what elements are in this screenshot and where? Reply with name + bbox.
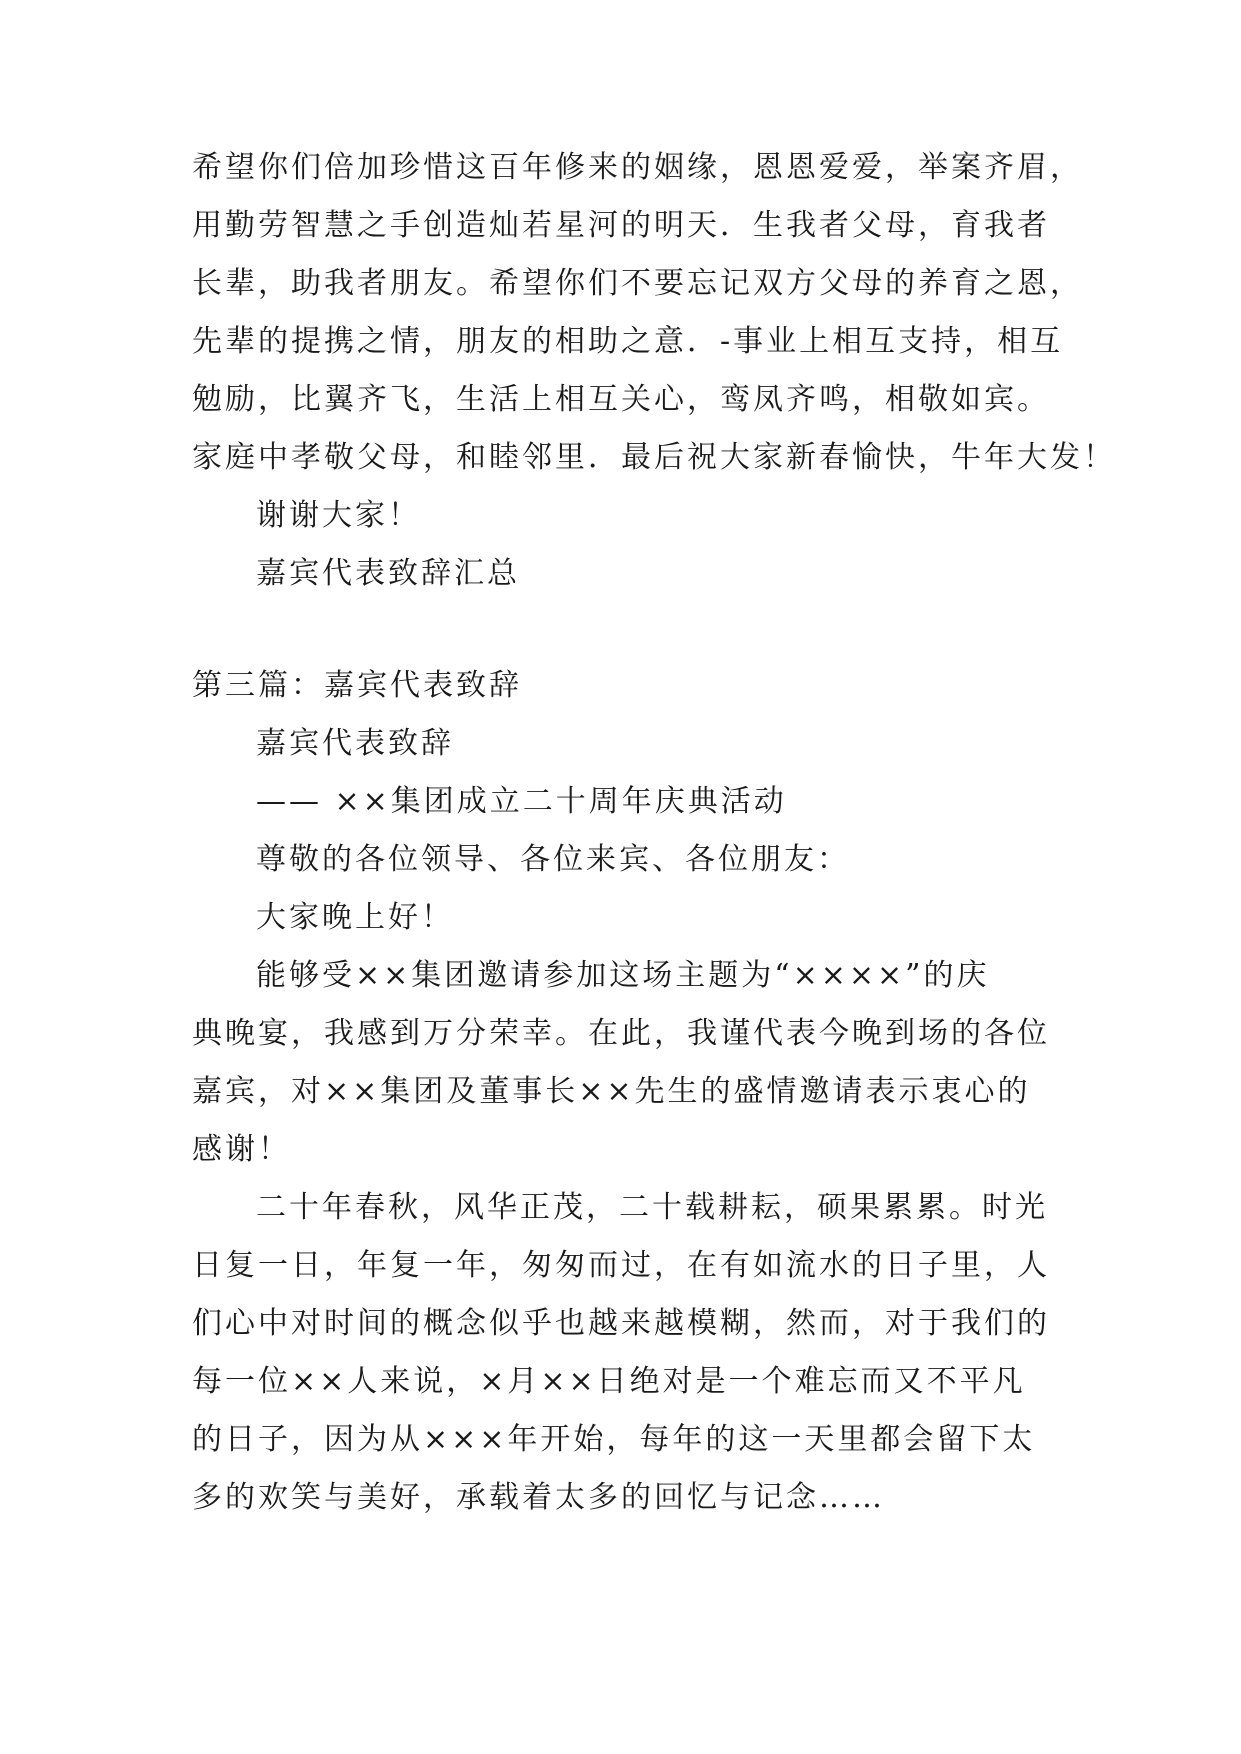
text-line: 先辈的提携之情，朋友的相助之意．-事业上相互支持，相互 <box>192 324 1064 359</box>
text-line: 嘉宾，对××集团及董事长××先生的盛情邀请表示衷心的 <box>192 1074 1031 1109</box>
text-line: 用勤劳智慧之手创造灿若星河的明天．生我者父母，育我者 <box>192 208 1050 243</box>
text-line: 谢谢大家！ <box>256 498 421 533</box>
text-line: 勉励，比翼齐飞，生活上相互关心，鸾凤齐鸣，相敬如宾。 <box>192 382 1050 417</box>
speech-subtitle: —— ××集团成立二十周年庆典活动 <box>256 784 787 819</box>
speech-title: 嘉宾代表致辞 <box>256 726 454 761</box>
text-line: 每一位××人来说，×月××日绝对是一个难忘而又不平凡 <box>192 1364 1026 1399</box>
text-line: 希望你们倍加珍惜这百年修来的姻缘，恩恩爱爱，举案齐眉， <box>192 150 1083 185</box>
text-line: 们心中对时间的概念似乎也越来越模糊，然而，对于我们的 <box>192 1306 1050 1341</box>
salutation: 尊敬的各位领导、各位来宾、各位朋友： <box>256 842 850 877</box>
section-heading: 第三篇：嘉宾代表致辞 <box>192 668 522 703</box>
text-line: 长辈，助我者朋友。希望你们不要忘记双方父母的养育之恩， <box>192 266 1083 301</box>
text-line: 家庭中孝敬父母，和睦邻里．最后祝大家新春愉快，牛年大发！ <box>192 440 1116 475</box>
text-line: 感谢！ <box>192 1132 291 1167</box>
text-line: 二十年春秋，风华正茂，二十载耕耘，硕果累累。时光 <box>256 1190 1048 1225</box>
text-line: 典晚宴，我感到万分荣幸。在此，我谨代表今晚到场的各位 <box>192 1016 1050 1051</box>
text-line: 能够受××集团邀请参加这场主题为“××××”的庆 <box>256 958 990 993</box>
text-line: 日复一日，年复一年，匆匆而过，在有如流水的日子里，人 <box>192 1248 1050 1283</box>
text-line: 的日子，因为从×××年开始，每年的这一天里都会留下太 <box>192 1422 1036 1457</box>
text-line: 多的欢笑与美好，承载着太多的回忆与记念…… <box>192 1480 885 1515</box>
text-line: 嘉宾代表致辞汇总 <box>256 556 520 591</box>
greeting: 大家晚上好！ <box>256 900 454 935</box>
